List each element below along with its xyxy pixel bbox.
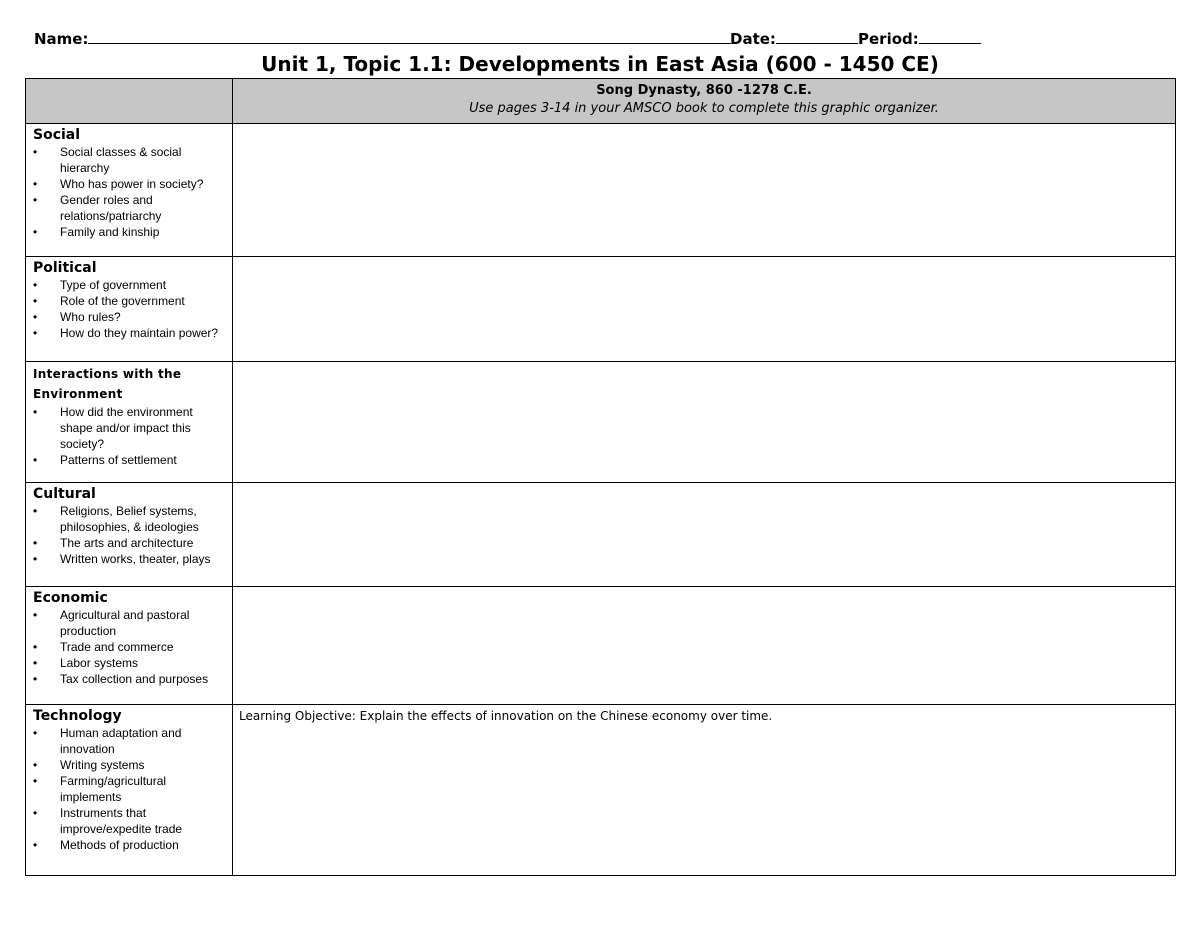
list-item: • Labor systems [33, 655, 232, 671]
list-item: • Type of government [33, 277, 232, 293]
list-item: • Family and kinship [33, 224, 232, 240]
list-item: • Religions, Belief systems, philosophies, & ideologies [33, 503, 232, 535]
table-row-social [26, 124, 1176, 257]
list-item: • Writing systems [33, 757, 232, 773]
list-item: • Role of the government [33, 293, 232, 309]
category-title: Technology [33, 708, 122, 724]
list-item: • Patterns of settlement [33, 452, 232, 468]
category-title: Interactions with the Environment [33, 367, 182, 401]
dynasty-title: Song Dynasty, 860 -1278 C.E. [596, 83, 812, 98]
category-cell [26, 705, 233, 876]
period-field[interactable] [858, 29, 981, 48]
answer-cell-cultural[interactable] [233, 483, 1176, 587]
header-blank-cell [26, 79, 233, 124]
category-title: Social [33, 127, 81, 143]
answer-cell-environment[interactable] [233, 362, 1176, 483]
period-blank[interactable] [919, 29, 981, 44]
table-row-political [26, 257, 1176, 362]
answer-cell-political[interactable] [233, 257, 1176, 362]
list-item: • How did the environment shape and/or impact this society? [33, 404, 232, 452]
list-item: • Agricultural and pastoral production [33, 607, 232, 639]
list-item: • The arts and architecture [33, 535, 232, 551]
list-item: • Human adaptation and innovation [33, 725, 232, 757]
list-item: • Social classes & social hierarchy [33, 144, 232, 176]
list-item: • Who has power in society? [33, 176, 232, 192]
category-title: Economic [33, 590, 108, 606]
table-row-environment [26, 362, 1176, 483]
category-title: Political [33, 260, 97, 276]
category-cell [26, 257, 233, 362]
instructions: Use pages 3-14 in your AMSCO book to complete this graphic organizer. [469, 101, 939, 116]
date-field[interactable] [730, 29, 858, 48]
list-item: • How do they maintain power? [33, 325, 232, 341]
page-title: Unit 1, Topic 1.1: Developments in East Asia (600 - 1450 CE) [261, 52, 939, 76]
category-cell [26, 362, 233, 483]
category-cell [26, 587, 233, 705]
answer-cell-technology[interactable] [233, 705, 1176, 876]
date-label: Date: [730, 30, 776, 48]
name-label: Name: [34, 30, 89, 48]
category-cell [26, 483, 233, 587]
table-row-technology [26, 705, 1176, 876]
list-item: • Tax collection and purposes [33, 671, 232, 687]
table-header-row [26, 79, 1176, 124]
category-title: Cultural [33, 486, 96, 502]
header-cell [233, 79, 1176, 124]
table-row-cultural [26, 483, 1176, 587]
list-item: • Who rules? [33, 309, 232, 325]
learning-objective: Learning Objective: Explain the effects of innovation on the Chinese economy over time. [239, 709, 773, 723]
period-label: Period: [858, 30, 919, 48]
list-item: • Instruments that improve/expedite trade [33, 805, 232, 837]
table-row-economic [26, 587, 1176, 705]
list-item: • Trade and commerce [33, 639, 232, 655]
name-field[interactable] [34, 29, 731, 48]
name-blank[interactable] [88, 29, 731, 44]
list-item: • Gender roles and relations/patriarchy [33, 192, 232, 224]
list-item: • Methods of production [33, 837, 232, 853]
answer-cell-social[interactable] [233, 124, 1176, 257]
list-item: • Written works, theater, plays [33, 551, 232, 567]
answer-cell-economic[interactable] [233, 587, 1176, 705]
list-item: • Farming/agricultural implements [33, 773, 232, 805]
graphic-organizer-table [25, 78, 1176, 876]
date-blank[interactable] [776, 29, 858, 44]
category-cell [26, 124, 233, 257]
